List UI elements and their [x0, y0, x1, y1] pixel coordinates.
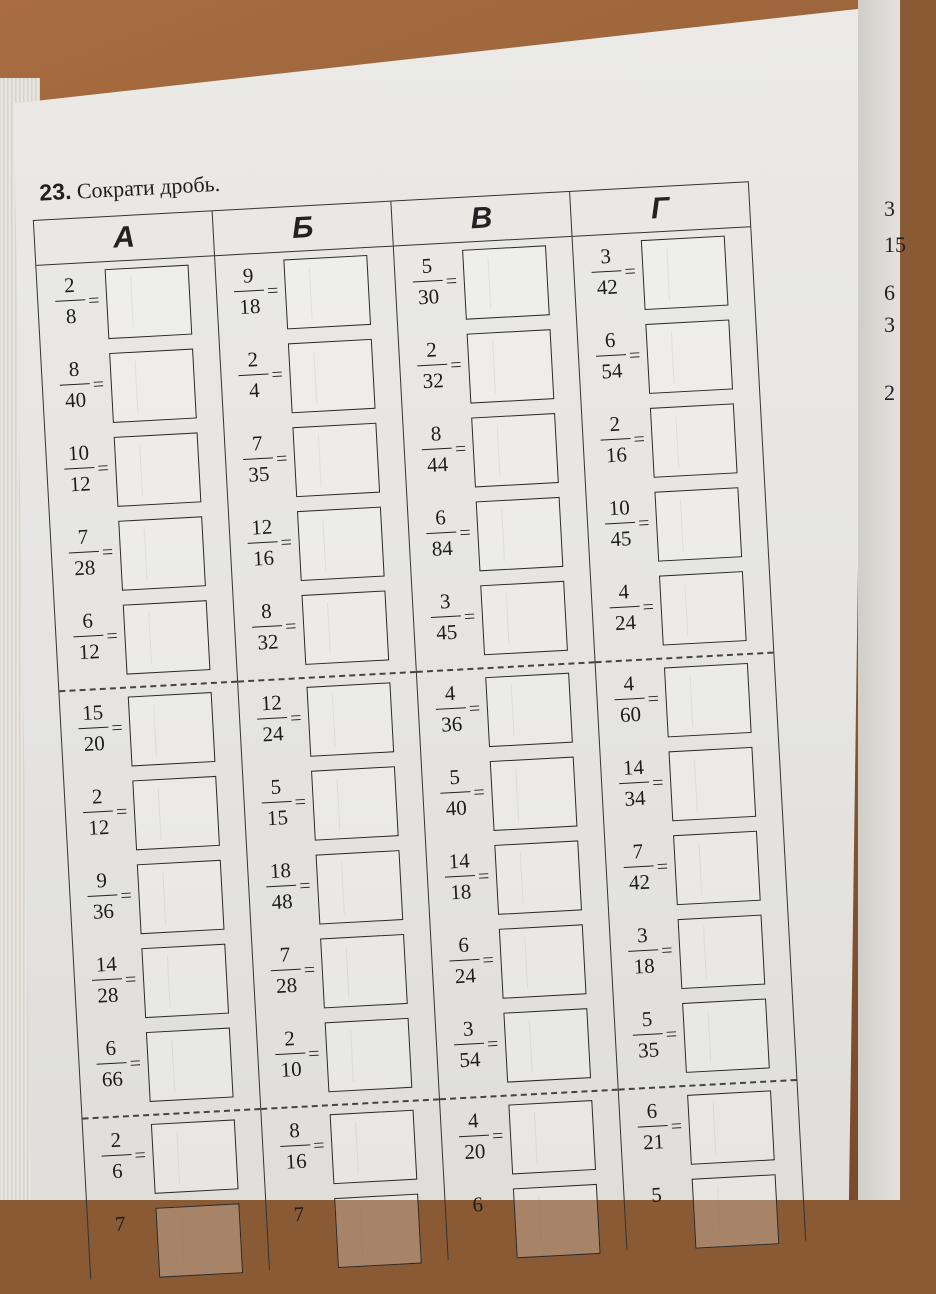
fraction-denominator: 16 — [605, 442, 628, 468]
fraction-numerator: 4 — [617, 579, 630, 604]
answer-box[interactable] — [669, 747, 757, 821]
answer-box[interactable] — [641, 236, 729, 310]
answer-box[interactable] — [128, 692, 216, 766]
fraction — [55, 358, 94, 412]
equals-sign: = — [289, 707, 303, 730]
fraction — [51, 274, 90, 328]
fraction-exercise — [394, 240, 576, 334]
fraction — [605, 581, 644, 635]
fraction — [445, 934, 484, 988]
fraction-exercise — [55, 595, 237, 689]
answer-box[interactable] — [490, 757, 578, 831]
fraction-exercise — [586, 482, 768, 576]
equals-sign: = — [270, 363, 284, 387]
equals-sign: = — [623, 260, 637, 284]
fraction-denominator: 18 — [632, 953, 656, 979]
fraction-numerator: 8 — [260, 598, 273, 624]
answer-box[interactable] — [692, 1174, 780, 1248]
fraction-exercise — [399, 324, 581, 418]
fraction — [450, 1018, 489, 1072]
fraction-denominator: 35 — [637, 1037, 660, 1063]
answer-box[interactable] — [132, 776, 220, 850]
fraction-numerator: 10 — [608, 495, 631, 521]
answer-box[interactable] — [673, 831, 761, 905]
fraction-exercise — [426, 835, 608, 929]
fraction-exercise — [609, 909, 791, 1003]
fraction-denominator: 20 — [83, 730, 106, 756]
fraction-exercise — [238, 677, 420, 771]
equals-sign: = — [119, 884, 133, 908]
equals-sign: = — [472, 781, 486, 804]
answer-box[interactable] — [650, 403, 738, 477]
fraction — [234, 348, 273, 402]
answer-box[interactable] — [687, 1090, 775, 1164]
answer-box[interactable] — [320, 934, 408, 1008]
fraction — [610, 672, 649, 726]
fraction-numerator: 2 — [425, 337, 438, 362]
fraction-denominator: 54 — [458, 1047, 482, 1073]
fraction-numerator: 10 — [67, 440, 90, 466]
fraction — [408, 255, 447, 309]
fraction — [65, 526, 104, 580]
fraction — [271, 1027, 310, 1081]
fraction — [276, 1119, 315, 1173]
fraction — [628, 1008, 667, 1062]
fraction-exercise — [262, 1104, 444, 1198]
fraction — [592, 329, 631, 383]
fraction-denominator: 20 — [463, 1138, 486, 1165]
fraction-denominator: 40 — [64, 387, 87, 413]
answer-box[interactable] — [146, 1028, 234, 1102]
fraction-exercise — [220, 333, 402, 427]
fraction — [436, 766, 475, 820]
fraction-numerator: 12 — [250, 514, 273, 540]
fraction-numerator: 6 — [434, 505, 447, 530]
equals-sign: = — [101, 541, 114, 564]
fraction-exercise — [596, 658, 778, 752]
fraction-exercise — [422, 751, 604, 845]
fraction — [239, 432, 278, 486]
answer-box[interactable] — [114, 432, 202, 506]
equals-sign: = — [124, 968, 137, 992]
fraction-denominator: 35 — [247, 461, 271, 487]
answer-box[interactable] — [485, 673, 573, 747]
fraction-numerator: 4 — [467, 1108, 480, 1133]
fraction — [601, 497, 640, 551]
right-page-fragment: 2 — [884, 380, 895, 405]
fraction — [441, 850, 480, 904]
fraction — [422, 506, 461, 560]
equals-sign: = — [298, 874, 312, 898]
fraction — [69, 610, 108, 664]
answer-box[interactable] — [499, 924, 587, 998]
fraction-denominator: 12 — [69, 471, 92, 497]
fraction-numerator: 7 — [293, 1201, 305, 1227]
fraction — [248, 600, 287, 654]
fraction-exercise — [614, 993, 796, 1087]
fraction-exercise — [69, 854, 251, 948]
fraction-numerator: 2 — [246, 347, 259, 372]
answer-box[interactable] — [476, 497, 564, 571]
fraction-exercise — [87, 1198, 269, 1292]
fraction-numerator: 5 — [650, 1182, 663, 1207]
answer-box[interactable] — [682, 998, 770, 1072]
answer-box[interactable] — [311, 766, 399, 840]
answer-box[interactable] — [141, 944, 229, 1018]
fraction — [257, 776, 296, 830]
equals-sign: = — [96, 457, 110, 480]
fraction-numerator: 3 — [599, 243, 612, 269]
fraction-exercise — [605, 825, 787, 919]
answer-box[interactable] — [467, 329, 555, 403]
fraction-exercise — [445, 1179, 627, 1273]
fraction-denominator: 24 — [454, 963, 477, 989]
fraction-exercise — [403, 408, 585, 502]
answer-box[interactable] — [151, 1119, 239, 1193]
fraction-exercise — [224, 417, 406, 511]
answer-box[interactable] — [471, 413, 559, 487]
answer-box[interactable] — [503, 1008, 591, 1082]
fraction-exercise — [247, 845, 429, 939]
fraction — [74, 699, 113, 756]
fraction-denominator: 54 — [600, 358, 623, 384]
fraction-exercise — [36, 259, 218, 353]
fraction-denominator: 36 — [440, 711, 463, 737]
fraction-denominator: 48 — [270, 888, 294, 915]
fraction — [413, 339, 452, 393]
fraction-numerator: 12 — [260, 690, 283, 716]
fraction — [633, 1100, 672, 1154]
fraction-numerator: 7 — [631, 838, 644, 864]
fraction-denominator: 24 — [261, 721, 285, 747]
right-page-fragment: 3 — [884, 312, 895, 337]
fraction-numerator: 6 — [646, 1098, 658, 1124]
right-page-fragment: 15 — [884, 232, 906, 257]
fraction-numerator: 6 — [604, 327, 617, 353]
column-header: Г — [570, 182, 750, 237]
answer-box[interactable] — [306, 682, 394, 756]
fraction-denominator: 60 — [619, 701, 642, 727]
fraction-exercise — [573, 230, 755, 324]
fraction-numerator: 6 — [471, 1192, 484, 1217]
fraction-numerator: 9 — [242, 263, 255, 288]
fraction-exercise — [266, 1188, 448, 1282]
answer-box[interactable] — [325, 1018, 413, 1092]
fraction-exercise — [50, 511, 232, 605]
fraction-exercise — [64, 771, 246, 865]
fraction — [230, 264, 269, 318]
answer-box[interactable] — [664, 663, 752, 737]
equals-sign: = — [266, 279, 279, 303]
equals-sign: = — [633, 428, 646, 451]
equals-sign: = — [660, 939, 674, 963]
task-number: 23. — [38, 177, 73, 206]
fraction-denominator: 16 — [284, 1148, 308, 1174]
equals-sign: = — [294, 791, 307, 814]
fraction-numerator: 4 — [622, 671, 635, 696]
fraction-denominator: 32 — [421, 368, 445, 394]
fraction-exercise — [417, 667, 599, 761]
fraction-denominator: 44 — [426, 451, 449, 478]
answer-box[interactable] — [513, 1184, 601, 1258]
equals-sign: = — [647, 687, 660, 711]
fraction-exercise — [252, 929, 434, 1023]
equals-sign: = — [481, 949, 495, 972]
equals-sign: = — [445, 270, 458, 293]
fraction-numerator: 2 — [283, 1026, 296, 1051]
answer-box[interactable] — [645, 319, 733, 393]
fraction-denominator: 10 — [280, 1056, 303, 1082]
answer-box[interactable] — [118, 516, 206, 590]
answer-box[interactable] — [659, 571, 747, 645]
fraction-numerator: 6 — [81, 608, 94, 633]
equals-sign: = — [275, 447, 288, 471]
answer-box[interactable] — [292, 423, 380, 497]
fraction-numerator: 8 — [430, 421, 442, 446]
fraction-numerator: 3 — [462, 1016, 475, 1041]
fraction-denominator: 21 — [642, 1129, 665, 1155]
equals-sign: = — [458, 521, 472, 545]
answer-box[interactable] — [480, 581, 568, 655]
fraction — [88, 953, 127, 1007]
fraction-numerator: 4 — [444, 680, 456, 706]
fraction-exercise — [412, 575, 594, 669]
equals-sign: = — [129, 1052, 142, 1075]
fraction-denominator: 18 — [238, 293, 261, 319]
fraction — [417, 423, 456, 477]
fraction-numerator: 14 — [622, 754, 645, 780]
equals-sign: = — [92, 373, 105, 396]
equals-sign: = — [491, 1124, 504, 1148]
answer-box[interactable] — [302, 590, 390, 664]
right-page-fragment: 6 — [884, 280, 895, 305]
fraction-denominator: 18 — [449, 879, 472, 905]
answer-box[interactable] — [462, 245, 550, 319]
fraction-numerator: 7 — [77, 524, 89, 550]
answer-box[interactable] — [155, 1203, 243, 1277]
fraction — [97, 1129, 136, 1183]
fraction-numerator: 3 — [636, 922, 649, 948]
answer-box[interactable] — [678, 915, 766, 989]
fraction-exercise — [41, 343, 223, 437]
equals-sign: = — [468, 697, 481, 721]
fraction-denominator: 4 — [248, 378, 261, 403]
fraction-exercise — [435, 1003, 617, 1097]
fraction — [266, 943, 305, 997]
fraction-numerator: 3 — [439, 589, 451, 614]
fraction-denominator: 34 — [623, 785, 647, 811]
equals-sign: = — [656, 855, 669, 879]
fraction-denominator: 45 — [435, 619, 458, 645]
fraction-numerator: 5 — [641, 1006, 653, 1032]
column-header: А — [34, 211, 214, 266]
equals-sign: = — [651, 771, 665, 795]
fraction-exercise — [408, 492, 590, 586]
fraction — [638, 1184, 675, 1211]
equals-sign: = — [312, 1134, 326, 1158]
equals-sign: = — [637, 512, 651, 535]
fraction-numerator: 5 — [448, 764, 461, 790]
fraction-denominator: 28 — [73, 555, 96, 581]
fraction-numerator: 5 — [420, 253, 433, 279]
fraction-numerator: 6 — [104, 1035, 117, 1061]
answer-box[interactable] — [334, 1194, 422, 1268]
fraction-exercise — [600, 741, 782, 835]
fraction-numerator: 2 — [109, 1127, 122, 1153]
fraction-exercise — [577, 314, 759, 408]
fraction-exercise — [624, 1169, 806, 1263]
fraction — [459, 1193, 496, 1220]
answer-box[interactable] — [330, 1110, 418, 1184]
fraction-exercise — [83, 1114, 265, 1208]
fraction — [624, 924, 663, 978]
fraction — [253, 692, 292, 746]
equals-sign: = — [110, 716, 124, 740]
fraction-numerator: 15 — [81, 699, 104, 726]
fraction-numerator: 2 — [91, 784, 103, 809]
fraction — [83, 869, 122, 923]
fraction-exercise — [582, 398, 764, 492]
fraction — [432, 682, 471, 736]
fraction — [60, 442, 99, 496]
fraction-numerator: 7 — [251, 430, 264, 456]
equals-sign: = — [486, 1033, 499, 1056]
fraction-denominator: 12 — [87, 814, 110, 840]
equals-sign: = — [307, 1042, 321, 1066]
equals-sign: = — [134, 1144, 147, 1167]
equals-sign: = — [115, 800, 128, 824]
fraction-numerator: 5 — [269, 774, 282, 799]
fraction — [79, 785, 118, 839]
fraction-denominator: 32 — [256, 629, 280, 655]
task-instruction: Сократи дробь. — [76, 170, 221, 204]
fraction-denominator: 6 — [111, 1158, 124, 1184]
fraction-numerator: 18 — [269, 858, 292, 884]
answer-box[interactable] — [105, 265, 193, 339]
answer-box[interactable] — [508, 1100, 596, 1174]
exercise-grid — [33, 181, 806, 1279]
equals-sign: = — [454, 437, 467, 461]
fraction-denominator: 66 — [101, 1066, 124, 1092]
fraction-exercise — [60, 687, 242, 781]
answer-box[interactable] — [316, 850, 404, 924]
fraction-denominator: 42 — [628, 869, 651, 895]
equals-sign: = — [280, 531, 293, 555]
fraction-denominator: 24 — [614, 609, 637, 636]
equals-sign: = — [463, 605, 476, 629]
fraction — [102, 1213, 139, 1240]
right-page-fragment: 3 — [884, 196, 895, 221]
fraction-exercise — [215, 250, 397, 344]
fraction-denominator: 84 — [431, 535, 454, 561]
fraction — [619, 840, 658, 894]
equals-sign: = — [642, 595, 655, 619]
equals-sign: = — [105, 625, 119, 648]
fraction-numerator: 14 — [95, 951, 118, 977]
answer-box[interactable] — [283, 255, 371, 329]
fraction-denominator: 12 — [78, 639, 101, 665]
fraction — [427, 590, 466, 644]
fraction-denominator: 42 — [596, 274, 619, 300]
fraction — [243, 516, 282, 570]
fraction-numerator: 8 — [288, 1117, 301, 1143]
fraction-numerator: 8 — [68, 356, 80, 382]
column-header: Б — [213, 202, 393, 257]
fraction-denominator: 8 — [65, 303, 77, 329]
column-header: В — [391, 192, 571, 247]
equals-sign: = — [449, 354, 463, 377]
answer-box[interactable] — [494, 840, 582, 914]
fraction — [262, 860, 301, 914]
fraction-exercise — [619, 1085, 801, 1179]
fraction-exercise — [73, 938, 255, 1032]
fraction-denominator: 36 — [92, 898, 115, 924]
equals-sign: = — [628, 344, 641, 367]
fraction-exercise — [229, 501, 411, 595]
fraction — [596, 413, 635, 467]
fraction — [615, 756, 654, 810]
fraction-denominator: 28 — [96, 982, 119, 1008]
fraction-exercise — [431, 919, 613, 1013]
answer-box[interactable] — [123, 600, 211, 674]
fraction-exercise — [243, 761, 425, 855]
fraction-numerator: 9 — [95, 867, 108, 893]
equals-sign: = — [477, 865, 490, 888]
fraction-exercise — [257, 1012, 439, 1106]
answer-box[interactable] — [137, 860, 225, 934]
fraction-exercise — [233, 585, 415, 679]
task-title — [39, 170, 221, 207]
fraction — [587, 245, 626, 299]
fraction-exercise — [440, 1095, 622, 1189]
fraction-numerator: 6 — [457, 932, 470, 958]
equals-sign: = — [303, 958, 316, 982]
fraction-denominator: 15 — [266, 805, 289, 831]
fraction — [92, 1037, 131, 1091]
fraction-denominator: 30 — [417, 284, 440, 310]
answer-box[interactable] — [288, 339, 376, 413]
equals-sign: = — [87, 289, 101, 313]
equals-sign: = — [284, 615, 298, 638]
answer-box[interactable] — [297, 507, 385, 581]
fraction-exercise — [78, 1022, 260, 1116]
fraction-denominator: 28 — [275, 972, 298, 998]
fraction-numerator: 7 — [114, 1211, 127, 1237]
fraction-exercise — [591, 566, 773, 660]
fraction — [280, 1203, 317, 1230]
answer-box[interactable] — [654, 487, 742, 561]
fraction-denominator: 40 — [445, 795, 468, 821]
fraction-denominator: 45 — [609, 526, 633, 552]
fraction-numerator: 2 — [63, 272, 76, 298]
fraction-exercise — [46, 427, 228, 521]
fraction-numerator: 2 — [608, 411, 621, 437]
answer-box[interactable] — [109, 349, 197, 423]
equals-sign: = — [665, 1023, 678, 1046]
fraction-numerator: 7 — [279, 942, 291, 967]
fraction-numerator: 14 — [447, 848, 471, 874]
fraction — [455, 1110, 494, 1164]
fraction-denominator: 16 — [252, 545, 275, 571]
equals-sign: = — [670, 1115, 683, 1138]
